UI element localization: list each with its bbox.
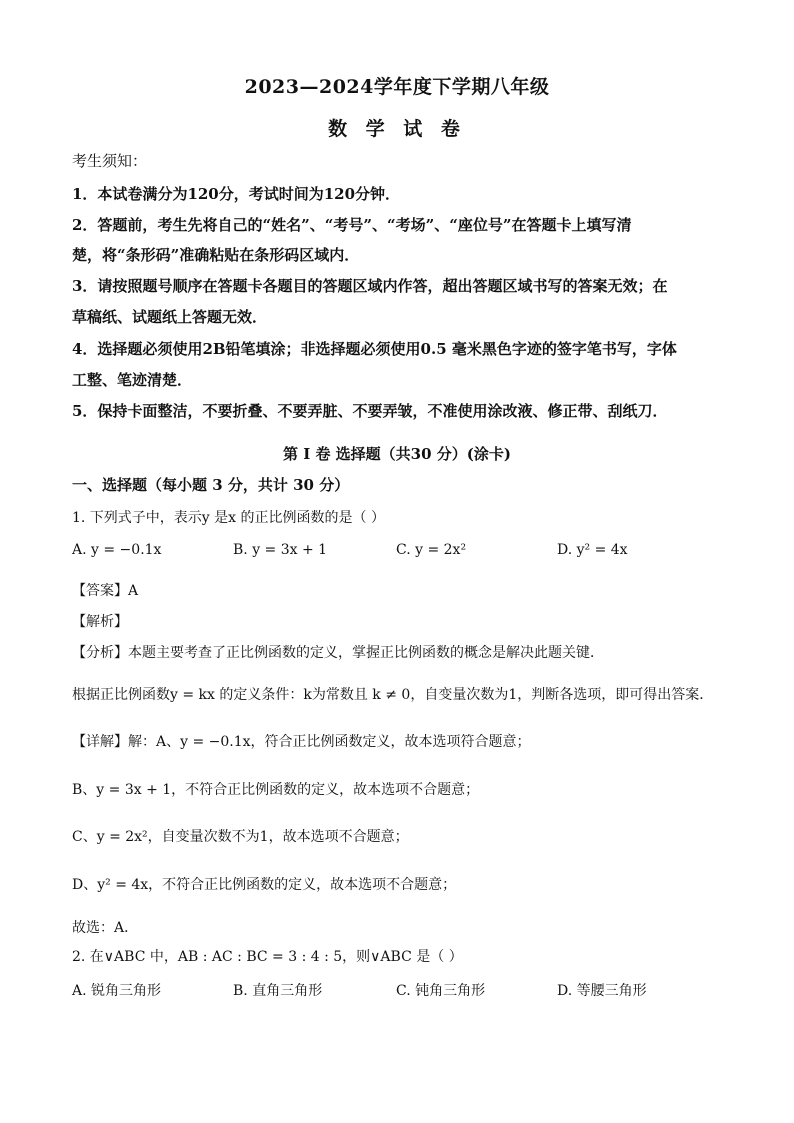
q1-analysis-label: 【解析】 <box>72 614 128 630</box>
notice-item: 楚，将“条形码”准确粘贴在条形码区域内． <box>72 246 360 264</box>
notice-item: 3．请按照题号顺序在答题卡各题目的答题区域内作答，超出答题区域书写的答案无效；在 <box>72 277 668 295</box>
q1-detail-d: D、y² = 4x，不符合正比例函数的定义，故本选项不合题意； <box>72 877 457 893</box>
exam-title: 2023—2024学年度下学期八年级 <box>244 76 550 98</box>
notice-item: 2．答题前，考生先将自己的“姓名”、“考号”、“考场”、“座位号”在答题卡上填写清 <box>72 216 632 234</box>
q1-detail-b: B、y = 3x + 1，不符合正比例函数的定义，故本选项不合题意； <box>72 782 480 798</box>
q2-option-c: C. 钝角三角形 <box>396 983 486 999</box>
q2-stem: 2. 在∨ABC 中，AB : AC : BC = 3 : 4 : 5，则∨ABC 是（ ） <box>72 949 463 965</box>
q1-option-a: A. y = −0.1x <box>72 542 162 558</box>
section-heading: 第 I 卷 选择题（共30 分）(涂卡) <box>283 445 511 463</box>
notice-item: 5．保持卡面整洁，不要折叠、不要弄脏、不要弄皱，不准使用涂改液、修正带、刮纸刀． <box>72 402 668 420</box>
q1-detail-c: C、y = 2x²，自变量次数不为1，故本选项不合题意； <box>72 829 409 845</box>
notice-item: 工整、笔迹清楚． <box>72 371 193 389</box>
q1-option-c: C. y = 2x² <box>396 542 467 558</box>
q1-condition: 根据正比例函数y = kx 的定义条件：k为常数且 k ≠ 0，自变量次数为1，判断各选项，即可得出答案． <box>72 687 714 703</box>
q1-conclusion: 故选：A． <box>72 920 139 936</box>
q2-option-d: D. 等腰三角形 <box>557 983 647 999</box>
q1-stem: 1. 下列式子中，表示y 是x 的正比例函数的是（ ） <box>72 510 385 526</box>
notice-item: 1．本试卷满分为120分，考试时间为120分钟． <box>72 185 401 203</box>
notice-item: 4．选择题必须使用2B铅笔填涂；非选择题必须使用0.5 毫米黑色字迹的签字笔书写，字体 <box>72 340 677 358</box>
exam-subtitle: 数 学 试 卷 <box>328 118 466 140</box>
q1-answer: 【答案】A <box>72 583 139 599</box>
notice-item: 草稿纸、试题纸上答题无效． <box>72 308 268 326</box>
q1-detail-a: 【详解】解：A、y = −0.1x，符合正比例函数定义，故本选项符合题意； <box>72 734 531 750</box>
part-heading: 一、选择题（每小题 3 分，共计 30 分） <box>72 476 350 494</box>
q2-option-b: B. 直角三角形 <box>233 983 323 999</box>
q2-option-a: A. 锐角三角形 <box>72 983 162 999</box>
q1-option-d: D. y² = 4x <box>557 542 628 558</box>
q1-analysis: 【分析】本题主要考查了正比例函数的定义，掌握正比例函数的概念是解决此题关键． <box>72 645 604 661</box>
notice-heading: 考生须知： <box>72 152 148 170</box>
q1-option-b: B. y = 3x + 1 <box>233 542 328 558</box>
